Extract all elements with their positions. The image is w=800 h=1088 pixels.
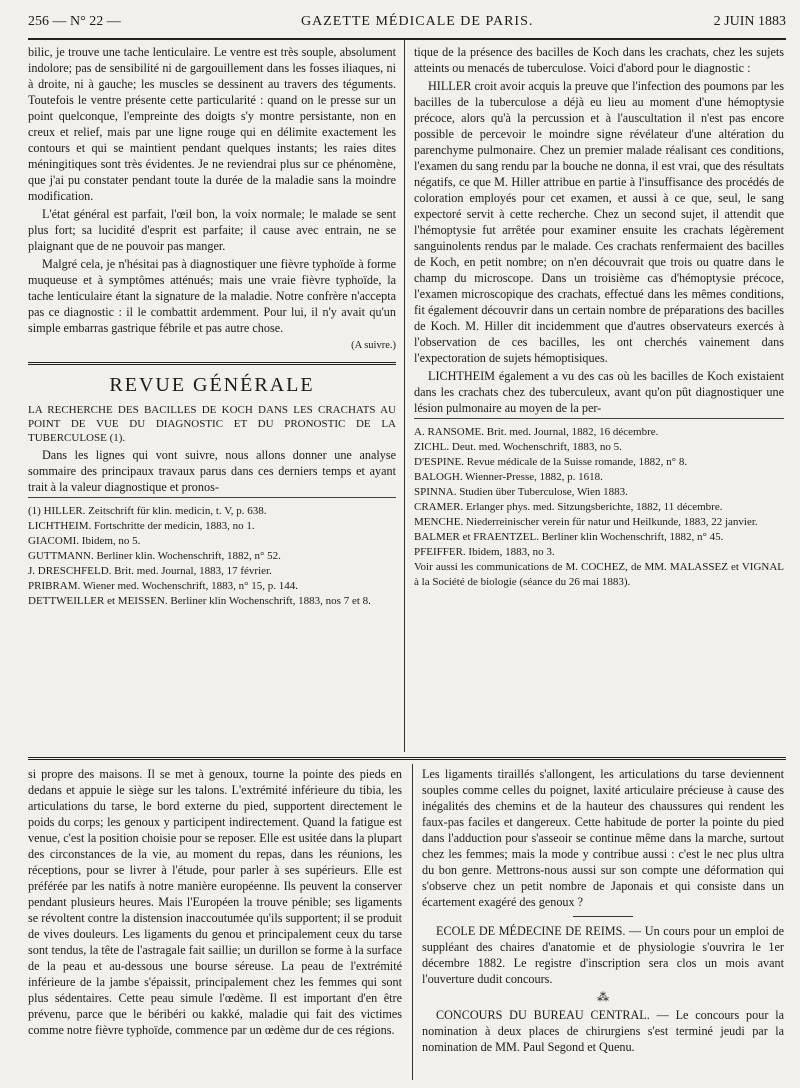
reference-item: (1) HILLER. Zeitschrift für klin. medicin, t. V, p. 638.	[28, 505, 267, 517]
to-be-continued: (A suivre.)	[351, 340, 396, 351]
article-intro: Dans les lignes qui vont suivre, nous allons donner une analyse sommaire des principaux travaux parus dans ces derniers temps et ayant trait à la valeur diagnostique et pronos-	[28, 448, 396, 494]
article-paragraph: L'état général est parfait, l'œil bon, la voix normale; le malade se sent plus fort; sa lucidité d'esprit est parfaite; il cause avec entrain, ne se plaignant que de ne pouvoir pas manger.	[28, 207, 396, 253]
notice-divider	[573, 916, 633, 917]
reference-item: D'ESPINE. Revue médicale de la Suisse romande, 1882, n° 8.	[414, 456, 688, 468]
bottom-left-column	[28, 766, 402, 1080]
top-column-rule	[404, 40, 405, 752]
bottom-column-rule	[412, 764, 413, 1080]
article-paragraph: HILLER croit avoir acquis la preuve que l'infection des poumons par les bacilles de la tuberculose a déjà eu lieu au moment d'une hémoptysie précoce, alors qu'à la percussion et à l'auscultation il n'est pas encore possible de percevoir le moindre signe révélateur d'une altération du parenchyme pulmonaire. Chez un premier malade réalisant ces conditions, l'examen du sang rendu par la bouche ne donna, il est vrai, que des résultats négatifs, ce que M. Hiller attribue en partie à l'insuffisance des procédés de coloration employés pour cet examen, et aussi à ce que, seul, le sang expectoré servit à cette recherche. Chez un second sujet, il attendit que l'hémoptysie fut arrêtée pour examiner ensuite les crachats légèrement sanguinolents rendus par le malade. Ces crachats renfermaient des bacilles de Koch, en petit nombre; on n'en découvrait que trois ou quatre dans le champ du microscope. Dans un troisième cas d'hémoptysie précoce, l'examen microscopique des crachats, effectué dans les mêmes conditions, fit également découvrir dans un certain nombre de préparations des bacilles de Koch. M. Hiller dit incidemment que d'autres observateurs exercés à l'observation de ces bacilles, les ont cherchés vainement dans l'expectoration de sujets hémoptisiques.	[414, 79, 784, 365]
page-divider	[28, 757, 786, 760]
article-paragraph: LICHTHEIM également a vu des cas où les bacilles de Koch existaient dans les crachats chez des tuberculeux, avant qu'on pût diagnostiquer une lésion pulmonaire au moyen de la per-	[414, 369, 784, 415]
reference-item: Voir aussi les communications de M. COCHEZ, de MM. MALASSEZ et VIGNAL à la Société de biologie (séance du 26 mai 1883).	[414, 561, 784, 588]
notice-concours: CONCOURS DU BUREAU CENTRAL. — Le concours pour la nomination à deux places de chirurgiens s'est terminé jeudi par la nomination de MM. Paul Segond et Quenu.	[422, 1008, 784, 1054]
page-number: 256 — N° 22 —	[28, 14, 121, 29]
article-paragraph: bilic, je trouve une tache lenticulaire. Le ventre est très souple, absolument indolore; pas de sensibilité ni de gargouillement dans les fosses iliaques, ni à droite, ni à gauche; les muscles se dessinent au travers des téguments. Toutefois le ventre présente cette particularité : quand on le presse sur un point quelconque, l'empreinte des doigts s'y montre persistante, non en creux et relief, mais par une ligne rouge qui en délimite exactement les contours et qui se maintient pendant quelques instants; les raies dites méningitiques sont très évidentes. Je ne reviendrai plus sur ce phénomène, que j'ai pu constater pendant toute la durée de la maladie sans la moindre modification.	[28, 45, 396, 203]
reference-item: CRAMER. Erlanger phys. med. Sitzungsberichte, 1882, 11 décembre.	[414, 501, 723, 513]
article-paragraph: si propre des maisons. Il se met à genoux, tourne la pointe des pieds en dedans et appuie le siège sur les talons. L'extrémité inférieure du tibia, les articulations du tarse, le bord externe du pied, supportent directement le poids du corps; les genoux y participent indirectement. Quand la fatigue est venue, c'est la position choisie pour se reposer. Elle est usitée dans la plupart des circonstances de la vie, au moment du repas, dans les réunions, les réceptions, pour se livrer à l'étude, pour parler à ses supérieurs. Elle est préférée par les natifs à notre manière européenne. Ils peuvent la conserver pendant plusieurs heures. Mais l'Européen la trouve pénible; ses ligaments se révoltent contre la distension inaccoutumée qu'ils supportent; il se produit de vives douleurs. Les ligaments du genou et principalement ceux du tarse sont tendus, la tête de l'astragale fait saillie; un durillon se forme à la surface de la peau et au-dessous une bourse séreuse. La peau de l'extrémité inférieure de la jambe s'épaissit, principalement chez les femmes qui sont plus sédentaires. Cette peau simule l'œdème. Il est important d'en être prévenu, parce que le béribéri ou kakké, maladie qui fait des victimes comme notre fièvre typhoïde, commence par un œdème dur de ces régions.	[28, 767, 402, 1037]
reference-item: PFEIFFER. Ibidem, 1883, no 3.	[414, 546, 555, 558]
issue-date: 2 JUIN 1883	[713, 14, 786, 29]
reference-item: MENCHE. Niederreinischer verein für natur und Heilkunde, 1883, 22 janvier.	[414, 516, 758, 528]
article-subtitle: LA RECHERCHE DES BACILLES DE KOCH DANS LES CRACHATS AU POINT DE VUE DU DIAGNOSTIC ET DU PRONOSTIC DE LA TUBERCULOSE (1).	[28, 404, 396, 444]
references-list	[28, 497, 396, 609]
reference-item: J. DRESCHFELD. Brit. med. Journal, 1883, 17 février.	[28, 565, 272, 577]
bottom-right-column	[422, 766, 784, 1080]
reference-item: BALOGH. Wienner-Presse, 1882, p. 1618.	[414, 471, 603, 483]
references-list	[414, 418, 784, 590]
article-paragraph: tique de la présence des bacilles de Koch dans les crachats, chez les sujets atteints ou menacés de tuberculose. Voici d'abord pour le diagnostic :	[414, 45, 784, 75]
reference-item: A. RANSOME. Brit. med. Journal, 1882, 16 décembre.	[414, 426, 659, 438]
article-paragraph: Les ligaments tiraillés s'allongent, les articulations du tarse deviennent souples comme celles du poignet, laxité articulaire précieuse à cause des inégalités des chemins et de la hauteur des chaussures qui rendent les faux-pas faciles et dangereux. Cette habitude de porter la pointe du pied dans l'adduction pour s'asseoir se continue même dans la marche, surtout chez les femmes; mais la mode y contribue aussi : c'est le nec plus ultra du bon genre. Mettrons-nous aussi sur son compte une déformation qui s'observe chez un petit nombre de Japonais et qui consiste dans un écartement exagéré des genoux ?	[422, 767, 784, 909]
reference-item: SPINNA. Studien über Tuberculose, Wien 1883.	[414, 486, 628, 498]
page-header	[28, 14, 786, 36]
reference-item: GUTTMANN. Berliner klin. Wochenschrift, 1882, n° 52.	[28, 550, 281, 562]
reference-item: BALMER et FRAENTZEL. Berliner klin Wochenschrift, 1882, n° 45.	[414, 531, 724, 543]
reference-item: ZICHL. Deut. med. Wochenschrift, 1883, no 5.	[414, 441, 622, 453]
article-paragraph: Malgré cela, je n'hésitai pas à diagnostiquer une fièvre typhoïde à forme muqueuse et à symptômes atténués; mais une vraie fièvre typhoïde, la tache lenticulaire étant la signature de la maladie. Notre confrère n'accepta pas ce diagnostic : il le combattit ardemment. Pour lui, il n'y avait qu'un simple embarras gastrique fébrile et pas autre chose.	[28, 257, 396, 335]
journal-title: GAZETTE MÉDICALE DE PARIS.	[301, 14, 534, 29]
reference-item: LICHTHEIM. Fortschritte der medicin, 1883, no 1.	[28, 520, 255, 532]
header-rule	[28, 38, 786, 40]
asterism: ⁂	[597, 990, 609, 1004]
section-title: REVUE GÉNÉRALE	[109, 374, 315, 396]
notice-reims: ECOLE DE MÉDECINE DE REIMS. — Un cours pour un emploi de suppléant des chaires d'anatomie et de physiologie s'ouvrira le 1er décembre 1882. Le registre d'inscription sera clos un mois avant l'ouverture dudit concours.	[422, 924, 784, 986]
top-right-column	[414, 44, 784, 754]
reference-item: DETTWEILLER et MEISSEN. Berliner klin Wochenschrift, 1883, nos 7 et 8.	[28, 595, 371, 607]
reference-item: PRIBRAM. Wiener med. Wochenschrift, 1883, n° 15, p. 144.	[28, 580, 298, 592]
section-divider	[28, 362, 396, 365]
reference-item: GIACOMI. Ibidem, no 5.	[28, 535, 141, 547]
top-left-column	[28, 44, 396, 754]
